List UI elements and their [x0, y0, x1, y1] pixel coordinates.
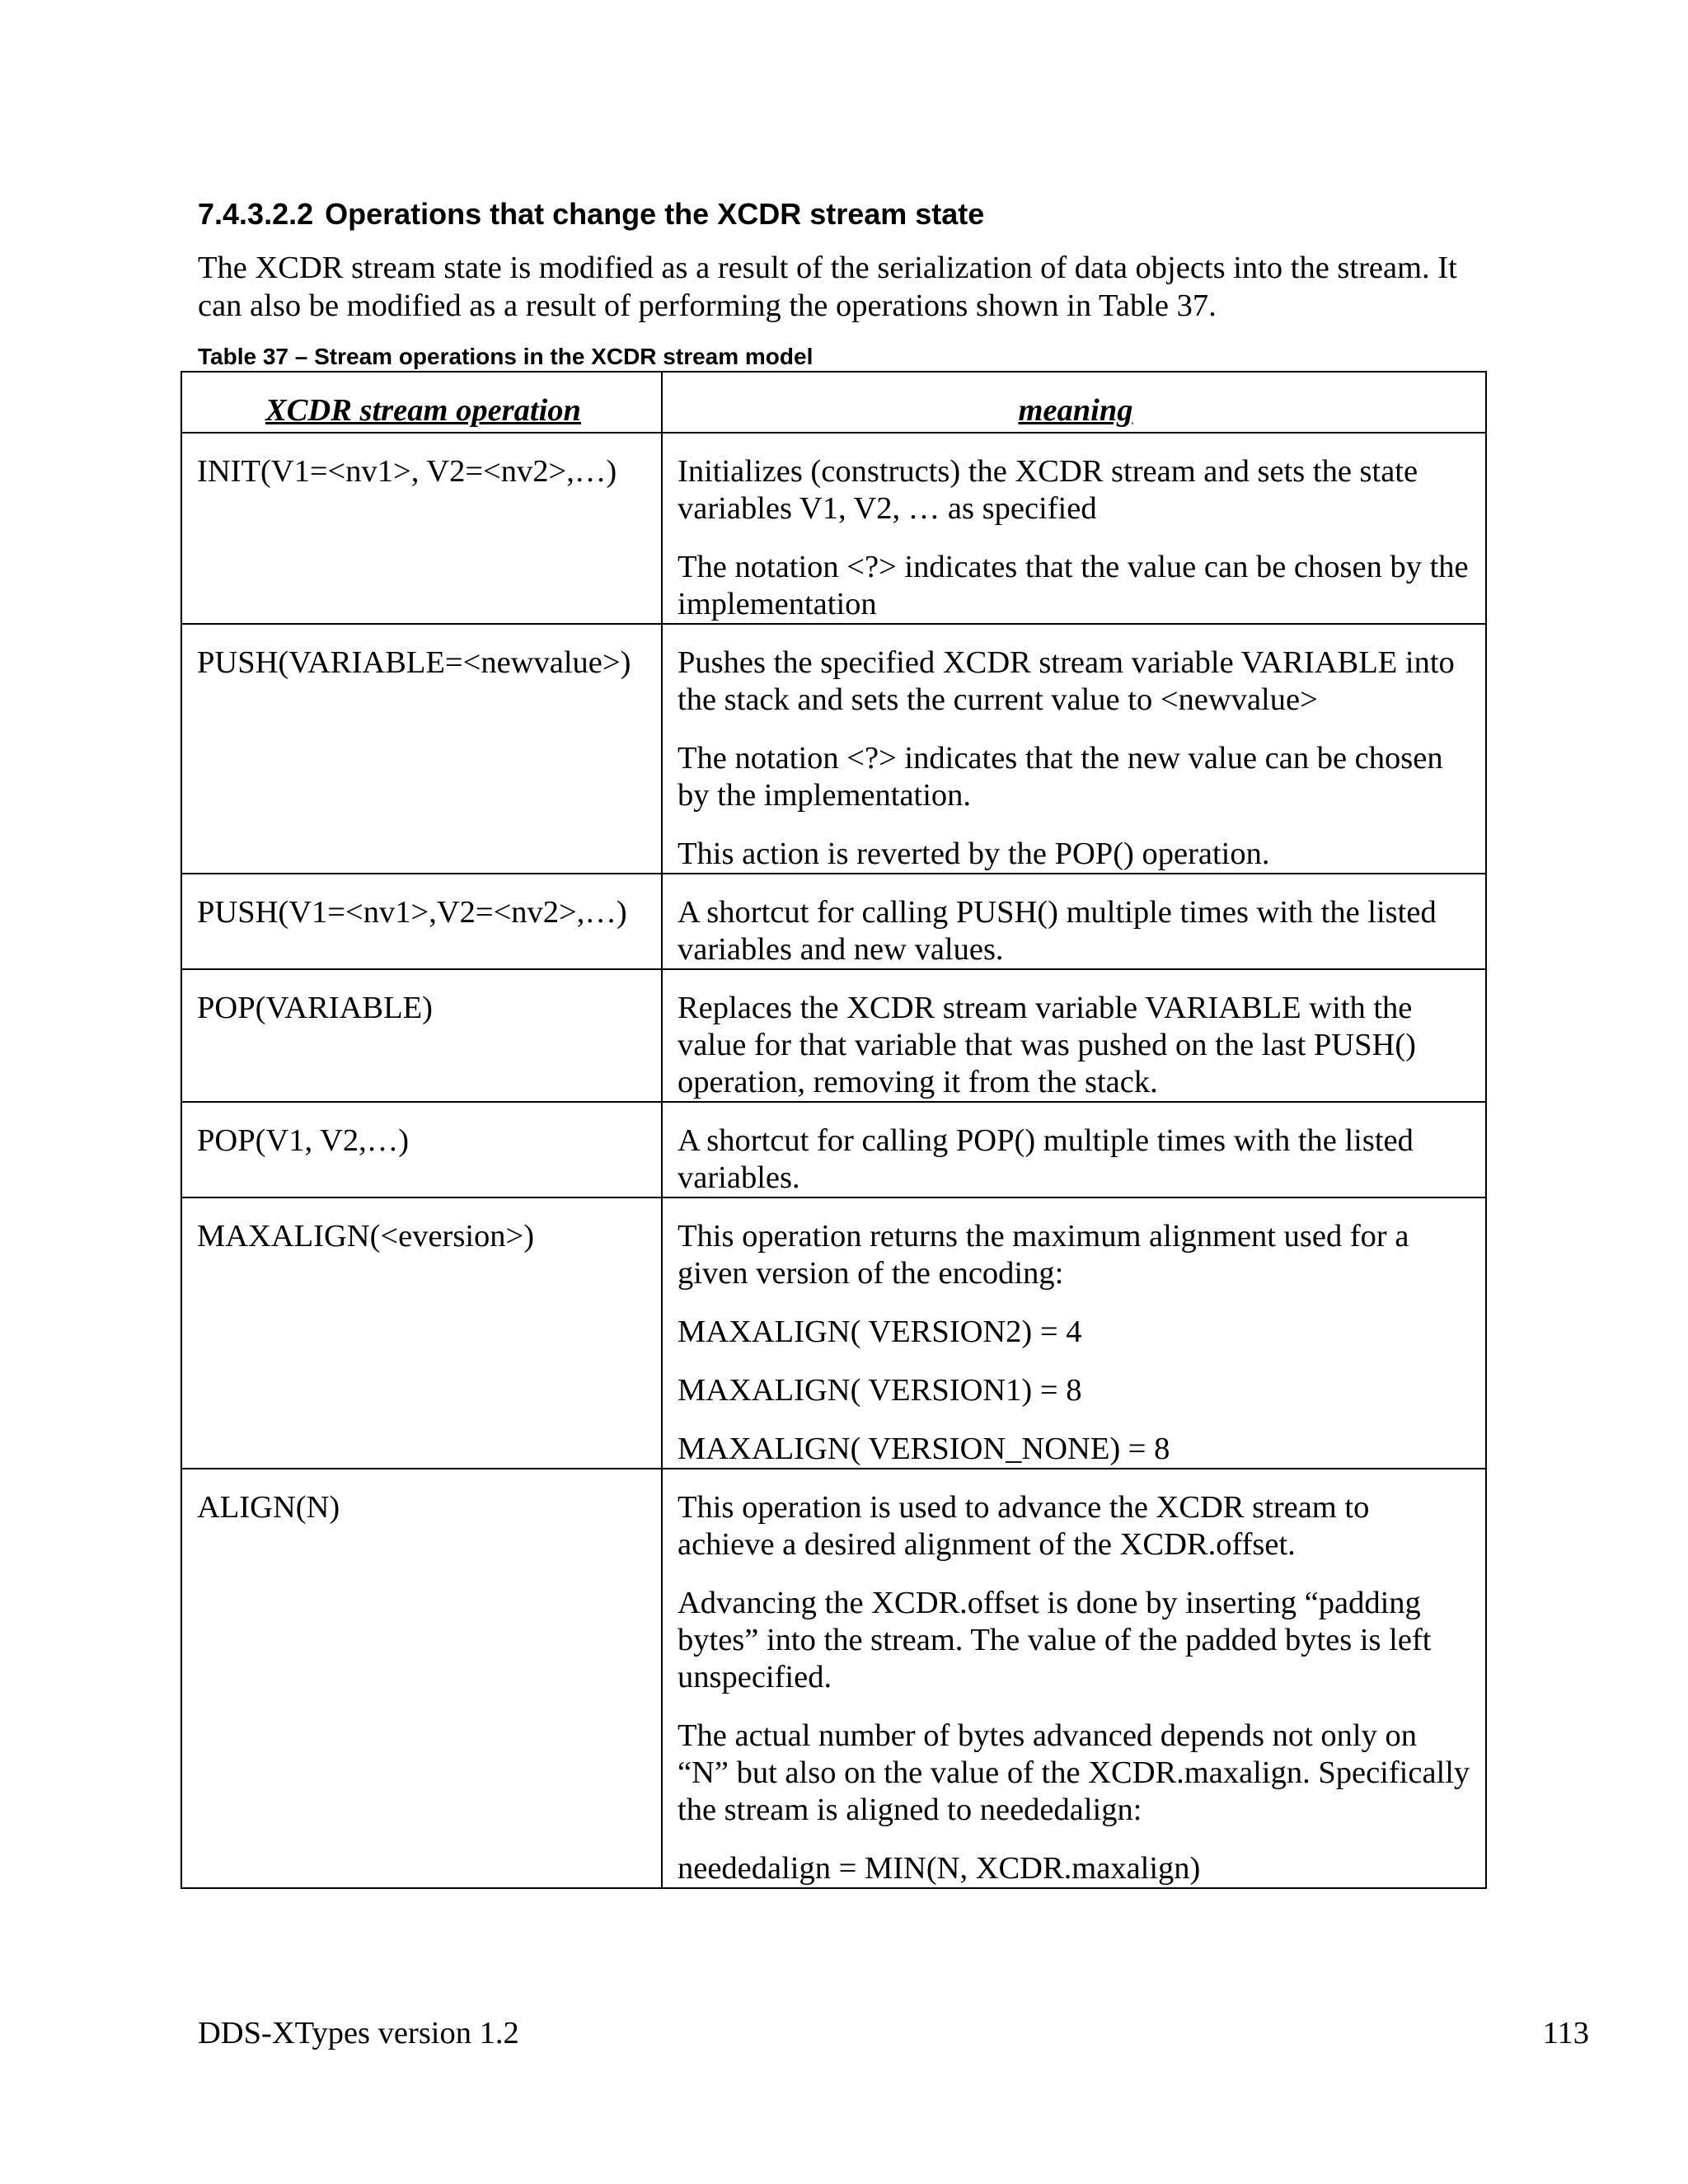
table-header-row	[181, 372, 1486, 433]
meaning-paragraph: MAXALIGN( VERSION_NONE) = 8	[678, 1432, 1170, 1466]
section-number: 7.4.3.2.2	[198, 197, 314, 231]
footer-document-title: DDS-XTypes version 1.2	[198, 2016, 519, 2050]
meaning-cell	[662, 874, 1486, 969]
column-header-meaning: meaning	[662, 372, 1486, 433]
meaning-paragraph: MAXALIGN( VERSION1) = 8	[678, 1373, 1082, 1408]
meaning-cell	[662, 1469, 1486, 1888]
meaning-paragraph: A shortcut for calling PUSH() multiple times with the listed variables and new values.	[678, 895, 1437, 967]
table-row	[181, 1102, 1486, 1197]
intro-paragraph: The XCDR stream state is modified as a result of the serialization of data objects into the stream. It can also be modified as a result of performing the operations shown in Table 37.	[198, 251, 1457, 323]
meaning-paragraph: The actual number of bytes advanced depends not only on “N” but also on the value of the XCDR.maxalign. Specifically the stream is aligned to neededalign:	[678, 1718, 1470, 1827]
operation-cell: POP(VARIABLE)	[181, 969, 662, 1102]
meaning-paragraph: MAXALIGN( VERSION2) = 4	[678, 1315, 1082, 1349]
meaning-paragraph: neededalign = MIN(N, XCDR.maxalign)	[678, 1851, 1201, 1886]
operation-cell: POP(V1, V2,…)	[181, 1102, 662, 1197]
section-heading	[198, 196, 984, 232]
meaning-paragraph: The notation <?> indicates that the new value can be chosen by the implementation.	[678, 741, 1443, 813]
operation-cell: PUSH(VARIABLE=<newvalue>)	[181, 624, 662, 874]
operation-cell: INIT(V1=<nv1>, V2=<nv2>,…)	[181, 433, 662, 624]
meaning-paragraph: The notation <?> indicates that the value can be chosen by the implementation	[678, 550, 1469, 621]
operation-cell: MAXALIGN(<eversion>)	[181, 1197, 662, 1469]
table-row	[181, 969, 1486, 1102]
meaning-paragraph: Initializes (constructs) the XCDR stream and sets the state variables V1, V2, … as specified	[678, 454, 1418, 526]
table-row	[181, 1197, 1486, 1469]
meaning-cell	[662, 1197, 1486, 1469]
meaning-cell	[662, 1102, 1486, 1197]
meaning-paragraph: This action is reverted by the POP() operation.	[678, 837, 1270, 871]
section-title: Operations that change the XCDR stream state	[325, 197, 985, 231]
table-row	[181, 874, 1486, 969]
meaning-cell	[662, 433, 1486, 624]
stream-operations-table	[181, 371, 1487, 1889]
meaning-cell	[662, 624, 1486, 874]
table-caption: Table 37 – Stream operations in the XCDR stream model	[198, 344, 814, 369]
table-body	[181, 433, 1486, 1888]
meaning-paragraph: This operation returns the maximum alignment used for a given version of the encoding:	[678, 1219, 1409, 1291]
meaning-paragraph: Replaces the XCDR stream variable VARIABLE with the value for that variable that was pushed on the last PUSH() operation, removing it from the stack.	[678, 991, 1416, 1099]
operation-cell: ALIGN(N)	[181, 1469, 662, 1888]
table-row	[181, 1469, 1486, 1888]
operation-cell: PUSH(V1=<nv1>,V2=<nv2>,…)	[181, 874, 662, 969]
meaning-paragraph: Pushes the specified XCDR stream variable VARIABLE into the stack and sets the current value to <newvalue>	[678, 645, 1455, 717]
table-row	[181, 433, 1486, 624]
page-number: 113	[1542, 2016, 1589, 2050]
column-header-operation: XCDR stream operation	[181, 372, 662, 433]
meaning-paragraph: Advancing the XCDR.offset is done by inserting “padding bytes” into the stream. The value of the padded bytes is left unspecified.	[678, 1586, 1432, 1694]
meaning-paragraph: This operation is used to advance the XCDR stream to achieve a desired alignment of the XCDR.offset.	[678, 1490, 1370, 1562]
meaning-paragraph: A shortcut for calling POP() multiple times with the listed variables.	[678, 1123, 1414, 1195]
table-row	[181, 624, 1486, 874]
meaning-cell	[662, 969, 1486, 1102]
